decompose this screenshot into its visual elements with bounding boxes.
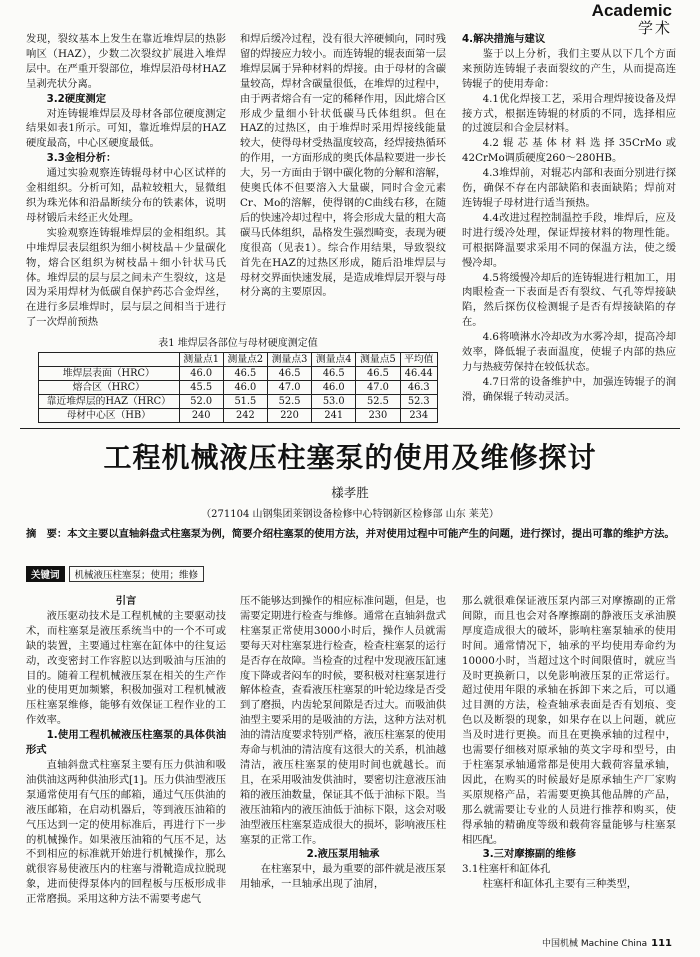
section-heading: 2.液压泵用轴承 — [306, 848, 380, 861]
table-header-cell: 测量点4 — [312, 353, 356, 367]
section-heading: 3.3金相分析： — [46, 152, 117, 165]
table-cell: 45.5 — [179, 381, 223, 395]
section-heading: 3.2硬度测定 — [46, 92, 107, 105]
paragraph: 发现，裂纹基本上发生在靠近堆焊层的热影响区（HAZ），少数二次裂纹扩展进入堆焊层中。在严重开裂部位，堆焊层沿母材HAZ呈剥壳状分离。 — [26, 33, 226, 90]
table-cell: 母材中心区（HB） — [39, 409, 180, 423]
keywords-text: 机械液压柱塞泵；使用；维修 — [69, 566, 205, 582]
page-number: 111 — [651, 938, 672, 949]
paragraph: 那么就很难保证液压泵内部三对摩擦副的正常间隙，而且也会对各摩擦副的静液压支承油膜厚度造成很大的破坏，影响柱塞泵轴承的使用时间。通常情况下，轴承的平均使用寿命约为10000小时，当超过这个时间限值时，就应当及时更换新口，以免影响液压泵的正常运行。超过使用年限的承轴在拆卸下来之后，可以通过目测的方法，检查轴承表面是否有划痕、变色以及断裂的现象，如果存在以上问题，就应当及时进行更换。而且在更换承轴的过程中，也需要仔细核对原承轴的英文字母和型号，由于柱塞泵承轴通常都是使用大载荷容量承轴，因此，在购买的时候最好是原承轴生产厂家购买原规格产品，若需要更换其他品牌的产品，那么就需要让专业的人员进行推荐和购买，使得承轴的精确度等级和载荷容量能够与柱塞泵相匹配。 — [462, 595, 676, 846]
table-row — [39, 381, 438, 395]
table-cell: 46.5 — [312, 367, 356, 381]
table-header-row — [39, 353, 438, 367]
abstract-text: 本文主要以直轴斜盘式柱塞泵为例，简要介绍柱塞泵的使用方法，并对使用过程中可能产生的问题，进行探讨，提出可靠的维护方法。 — [67, 528, 675, 540]
table-header-cell: 测量点1 — [179, 353, 223, 367]
table-cell: 46.0 — [179, 367, 223, 381]
hardness-table-block — [38, 337, 438, 423]
paragraph: 柱塞杆和缸体孔主要有三种类型， — [482, 878, 638, 891]
paragraph: 4.2辊芯基体材料选择35CrMo或42CrMo调质硬度260～280HB。 — [462, 137, 676, 165]
table-cell: 46.3 — [400, 381, 437, 395]
top-column-1 — [26, 32, 226, 330]
table-cell: 46.44 — [400, 367, 437, 381]
table-cell: 46.0 — [312, 381, 356, 395]
table-row — [39, 395, 438, 409]
bottom-column-1 — [26, 594, 226, 907]
paragraph: 压不能够达到操作的相应标准问题，但是，也需要定期进行检查与维修。通常在直轴斜盘式柱塞泵正常使用3000小时后，操作人员就需要每天对柱塞泵进行检查，检查柱塞泵的运行是否存在故障。当检查的过程中发现液压缸速度下降或者闷车的时候，要积极对柱塞泵进行解体检查，查看液压柱塞泵的叶轮边缘是否受到了磨损，内齿轮泵间隙是否过大。而吸油供油型主要采用的是吸油的方法，这种方法对机油的清洁度要求特别严格，液压柱塞泵的使用寿命与机油的清洁度有这很大的关系，机油越清洁，液压柱塞泵的使用时间也就越长。而且，在采用吸油发供油时，要密切注意液压油箱的液压油数量，保证其不低于油标下限。当液压油箱内的液压油低于油标下限，这会对吸油型液压柱塞泵造成很大的损坏，影响液压柱塞泵的正常工作。 — [240, 595, 446, 846]
journal-name: 中国机械 Machine China — [542, 939, 648, 949]
table-header-cell: 测量点3 — [267, 353, 311, 367]
table-row — [39, 367, 438, 381]
table-cell: 靠近堆焊层的HAZ（HRC） — [39, 395, 180, 409]
table-cell: 241 — [312, 409, 356, 423]
section-heading: 引言 — [115, 595, 137, 607]
table-cell: 220 — [267, 409, 311, 423]
paragraph: 4.5将缓慢冷却后的连铸辊进行粗加工，用肉眼检查一下表面是否有裂纹、气孔等焊接缺陷，然后探伤仪检测辊子是否有焊接缺陷的存在。 — [462, 271, 676, 329]
keywords — [26, 566, 204, 582]
paragraph: 4.3堆焊前，对辊芯内部和表面分别进行探伤，确保不存在内部缺陷和表面缺陷；焊前对连铸辊子母材进行适当预热。 — [462, 167, 676, 209]
paragraph: 通过实验观察连铸辊母材中心区试样的金相组织。分析可知，晶粒较粗大，显微组织为珠光体和沿晶断续分布的铁素体，说明母材锻后未经正火处理。 — [26, 167, 226, 224]
paragraph: 实验观察连铸辊堆焊层的金相组织。其中堆焊层表层组织为细小树枝晶＋少量碳化物，熔合区组织为树枝晶＋细小针状马氏体。堆焊层的层与层之间未产生裂纹，这是因为采用焊材为低碳自保护药芯合金焊丝，在进行多层堆焊时，层与层之间相当于进行了一次焊前预热 — [26, 226, 226, 329]
bottom-column-2 — [240, 594, 446, 892]
paragraph: 4.1优化焊接工艺，采用合理焊接设备及焊接方式，根据连铸辊的材质的不同，选择相应的过渡层和合金层材料。 — [462, 92, 676, 135]
table-cell: 46.0 — [223, 381, 267, 395]
table-header-cell: 平均值 — [400, 353, 437, 367]
keywords-label: 关键词 — [26, 566, 65, 582]
article-title: 工程机械液压柱塞泵的使用及维修探讨 — [103, 441, 597, 474]
bottom-column-3 — [462, 594, 676, 892]
article-author: 樣孝胜 — [331, 485, 369, 500]
table-cell: 52.5 — [356, 395, 400, 409]
paragraph: 和焊后缓冷过程，没有很大淬硬倾向，同时残留的焊接应力较小。而连铸辊的辊表面第一层堆焊层属于异种材料的焊接。由于母材的含碳量较高，焊材含碳量很低，在堆焊的过程中，由于两者熔合有一定的稀释作用，因此熔合区形成少量细小针状低碳马氏体组织。但在HAZ的过热区，由于堆焊时采用焊接线能量较大，使得母材受热温度较高，经焊接热循环的作用，一方面形成的奥氏体晶粒要进一步长大，另一方面由于钢中碳化物的分解和溶解，使奥氏体不但要溶入大量碳，同时合金元素Cr、Mo的溶解，使得钢的C曲线右移，在随后的快速冷却过程中，将会形成大量的粗大高碳马氏体组织，晶格发生强烈畸变，表现为硬度很高（见表1）。综合作用结果，导致裂纹首先在HAZ的过热区形成，随后沿堆焊层与母材交界面快速发展，是造成堆焊层开裂与母材分离的主要原因。 — [240, 33, 446, 299]
table-cell: 52.5 — [267, 395, 311, 409]
paragraph: 鉴于以上分析，我们主要从以下几个方面来预防连铸辊子表面裂纹的产生，从而提高连铸辊子的使用寿命： — [462, 47, 676, 90]
paragraph: 液压驱动技术是工程机械的主要驱动技术，而柱塞泵是液压系统当中的一个不可或缺的装置，主要通过柱塞在缸体中的往复运动，改变密封工作容腔以达到吸油与压油的目的。随着工程机械液压泵在相关的生产作业的使用更加频繁，积极加强对工程机械液压柱塞泵维修，能够有效保证工程作业的工作效率。 — [26, 609, 226, 727]
table-header-cell — [39, 353, 180, 367]
table-cell: 53.0 — [312, 395, 356, 409]
paragraph: 4.4改进过程控制温控手段，堆焊后，应及时进行缓冷处理，保证焊接材料的物理性能。可根据降温要求采用不同的保温方法，使之缓慢冷却。 — [462, 211, 676, 269]
section-heading: 3.三对摩擦副的维修 — [482, 848, 577, 861]
table-header-cell: 测量点2 — [223, 353, 267, 367]
table-cell: 52.3 — [400, 395, 437, 409]
table-cell: 46.5 — [267, 367, 311, 381]
table-cell: 46.5 — [223, 367, 267, 381]
table-cell: 46.5 — [356, 367, 400, 381]
paragraph: 4.7日常的设备维护中，加强连铸辊子的润滑，确保辊子转动灵活。 — [462, 375, 676, 403]
table-header-cell: 测量点5 — [356, 353, 400, 367]
top-column-2 — [240, 32, 446, 300]
table-cell: 47.0 — [267, 381, 311, 395]
table-caption: 表1 堆焊层各部位与母材硬度测定值 — [158, 338, 318, 349]
table-cell: 242 — [223, 409, 267, 423]
table-cell: 240 — [179, 409, 223, 423]
section-heading: 1.使用工程机械液压柱塞泵的具体供油形式 — [26, 729, 226, 757]
hardness-table — [38, 352, 438, 423]
article-affiliation: （271104 山钢集团莱钢设备检修中心特钢新区检修部 山东 莱芜） — [201, 509, 499, 520]
table-cell: 47.0 — [356, 381, 400, 395]
table-cell: 52.0 — [179, 395, 223, 409]
table-cell: 234 — [400, 409, 437, 423]
header-en: Academic — [591, 1, 672, 20]
table-row — [39, 409, 438, 423]
table-cell: 230 — [356, 409, 400, 423]
section-heading: 4.解决措施与建议 — [462, 33, 546, 45]
paragraph: 4.6将喷淋水冷却改为水雾冷却，提高冷却效率，降低辊子表面温度，使辊子内部的热应力与热疲劳保持在较低状态。 — [462, 331, 676, 373]
page-footer — [542, 936, 672, 949]
table-cell: 熔合区（HRC） — [39, 381, 180, 395]
table-cell: 51.5 — [223, 395, 267, 409]
section-divider — [20, 428, 680, 429]
paragraph: 3.1柱塞杆和缸体孔 — [462, 863, 551, 876]
paragraph: 直轴斜盘式柱塞泵主要有压力供油和吸油供油这两种供油形式[1]。压力供油型液压泵通常使用有气压的邮箱，通过气压供油的液压邮箱，在启动机器后，等到液压油箱的气压达到一定的使用标准后，再进行下一步的机械操作。如果液压油箱的气压不足，达不到相应的标准就开始进行机械操作，那么就很容易使液压内的柱塞与滑靴造成拉脱现象，进而使得泵体内的回程板与压板形成非正常磨损。采用这种方法不需要考虑气 — [26, 758, 226, 906]
paragraph: 在柱塞泵中，最为重要的部件就是液压泵用轴承，一旦轴承出现了油屑， — [240, 863, 446, 891]
table-cell: 堆焊层表面（HRC） — [39, 367, 180, 381]
header-zh: 学术 — [637, 19, 672, 37]
paragraph: 对连铸辊堆焊层及母材各部位硬度测定结果如表1所示。可知，靠近堆焊层的HAZ硬度最高，中心区硬度最低。 — [26, 107, 226, 150]
article-abstract — [26, 527, 676, 542]
top-column-3 — [462, 32, 676, 405]
abstract-label: 摘 要： — [26, 528, 68, 540]
